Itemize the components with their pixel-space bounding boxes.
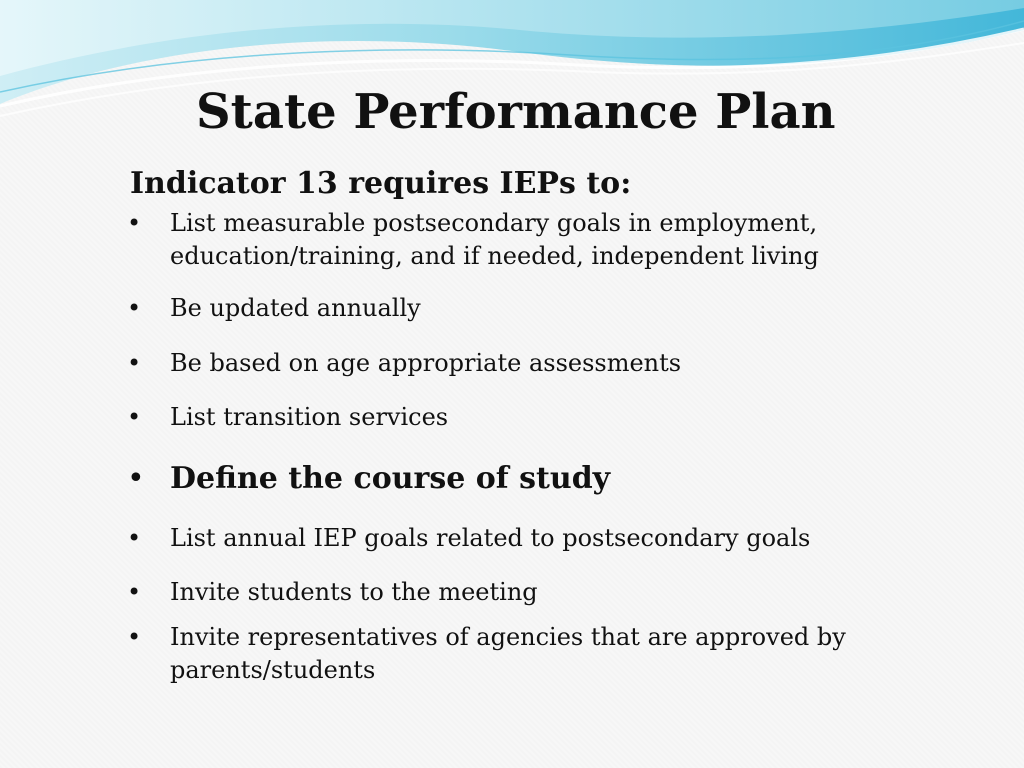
bullet-list-item [126,576,856,609]
bullet-text: List measurable postsecondary goals in employment, education/training, and if needed, independent living [170,209,819,270]
bullet-dot: • [127,294,142,322]
bullet-list-item [126,292,856,325]
bullet-text: Define the course of study [170,461,611,496]
bullet-dot: • [127,623,142,651]
bullet-text: Invite students to the meeting [170,578,538,606]
bullet-text: Be based on age appropriate assessments [170,349,682,377]
bullet-list-item [126,522,856,555]
bullet-text: Be updated annually [170,294,421,322]
bullet-list-item [126,621,856,687]
page-title: State Performance Plan [196,84,836,140]
indicator-heading: Indicator 13 requires IEPs to: [130,166,632,201]
bullet-dot: • [127,403,142,431]
bullet-dot: • [127,349,142,377]
bullet-list-item-emphasized [126,459,856,499]
bullet-list-item [126,207,856,273]
bullet-dot: • [127,461,145,496]
bullet-text: List annual IEP goals related to postsecondary goals [170,524,811,552]
bullet-dot: • [127,524,142,552]
bullet-text: Invite representatives of agencies that are approved by parents/students [170,623,846,684]
bullet-dot: • [127,578,142,606]
bullet-dot: • [127,209,142,237]
bullet-text: List transition services [170,403,449,431]
bullet-list-item [126,401,856,434]
bullet-list-item [126,347,856,380]
